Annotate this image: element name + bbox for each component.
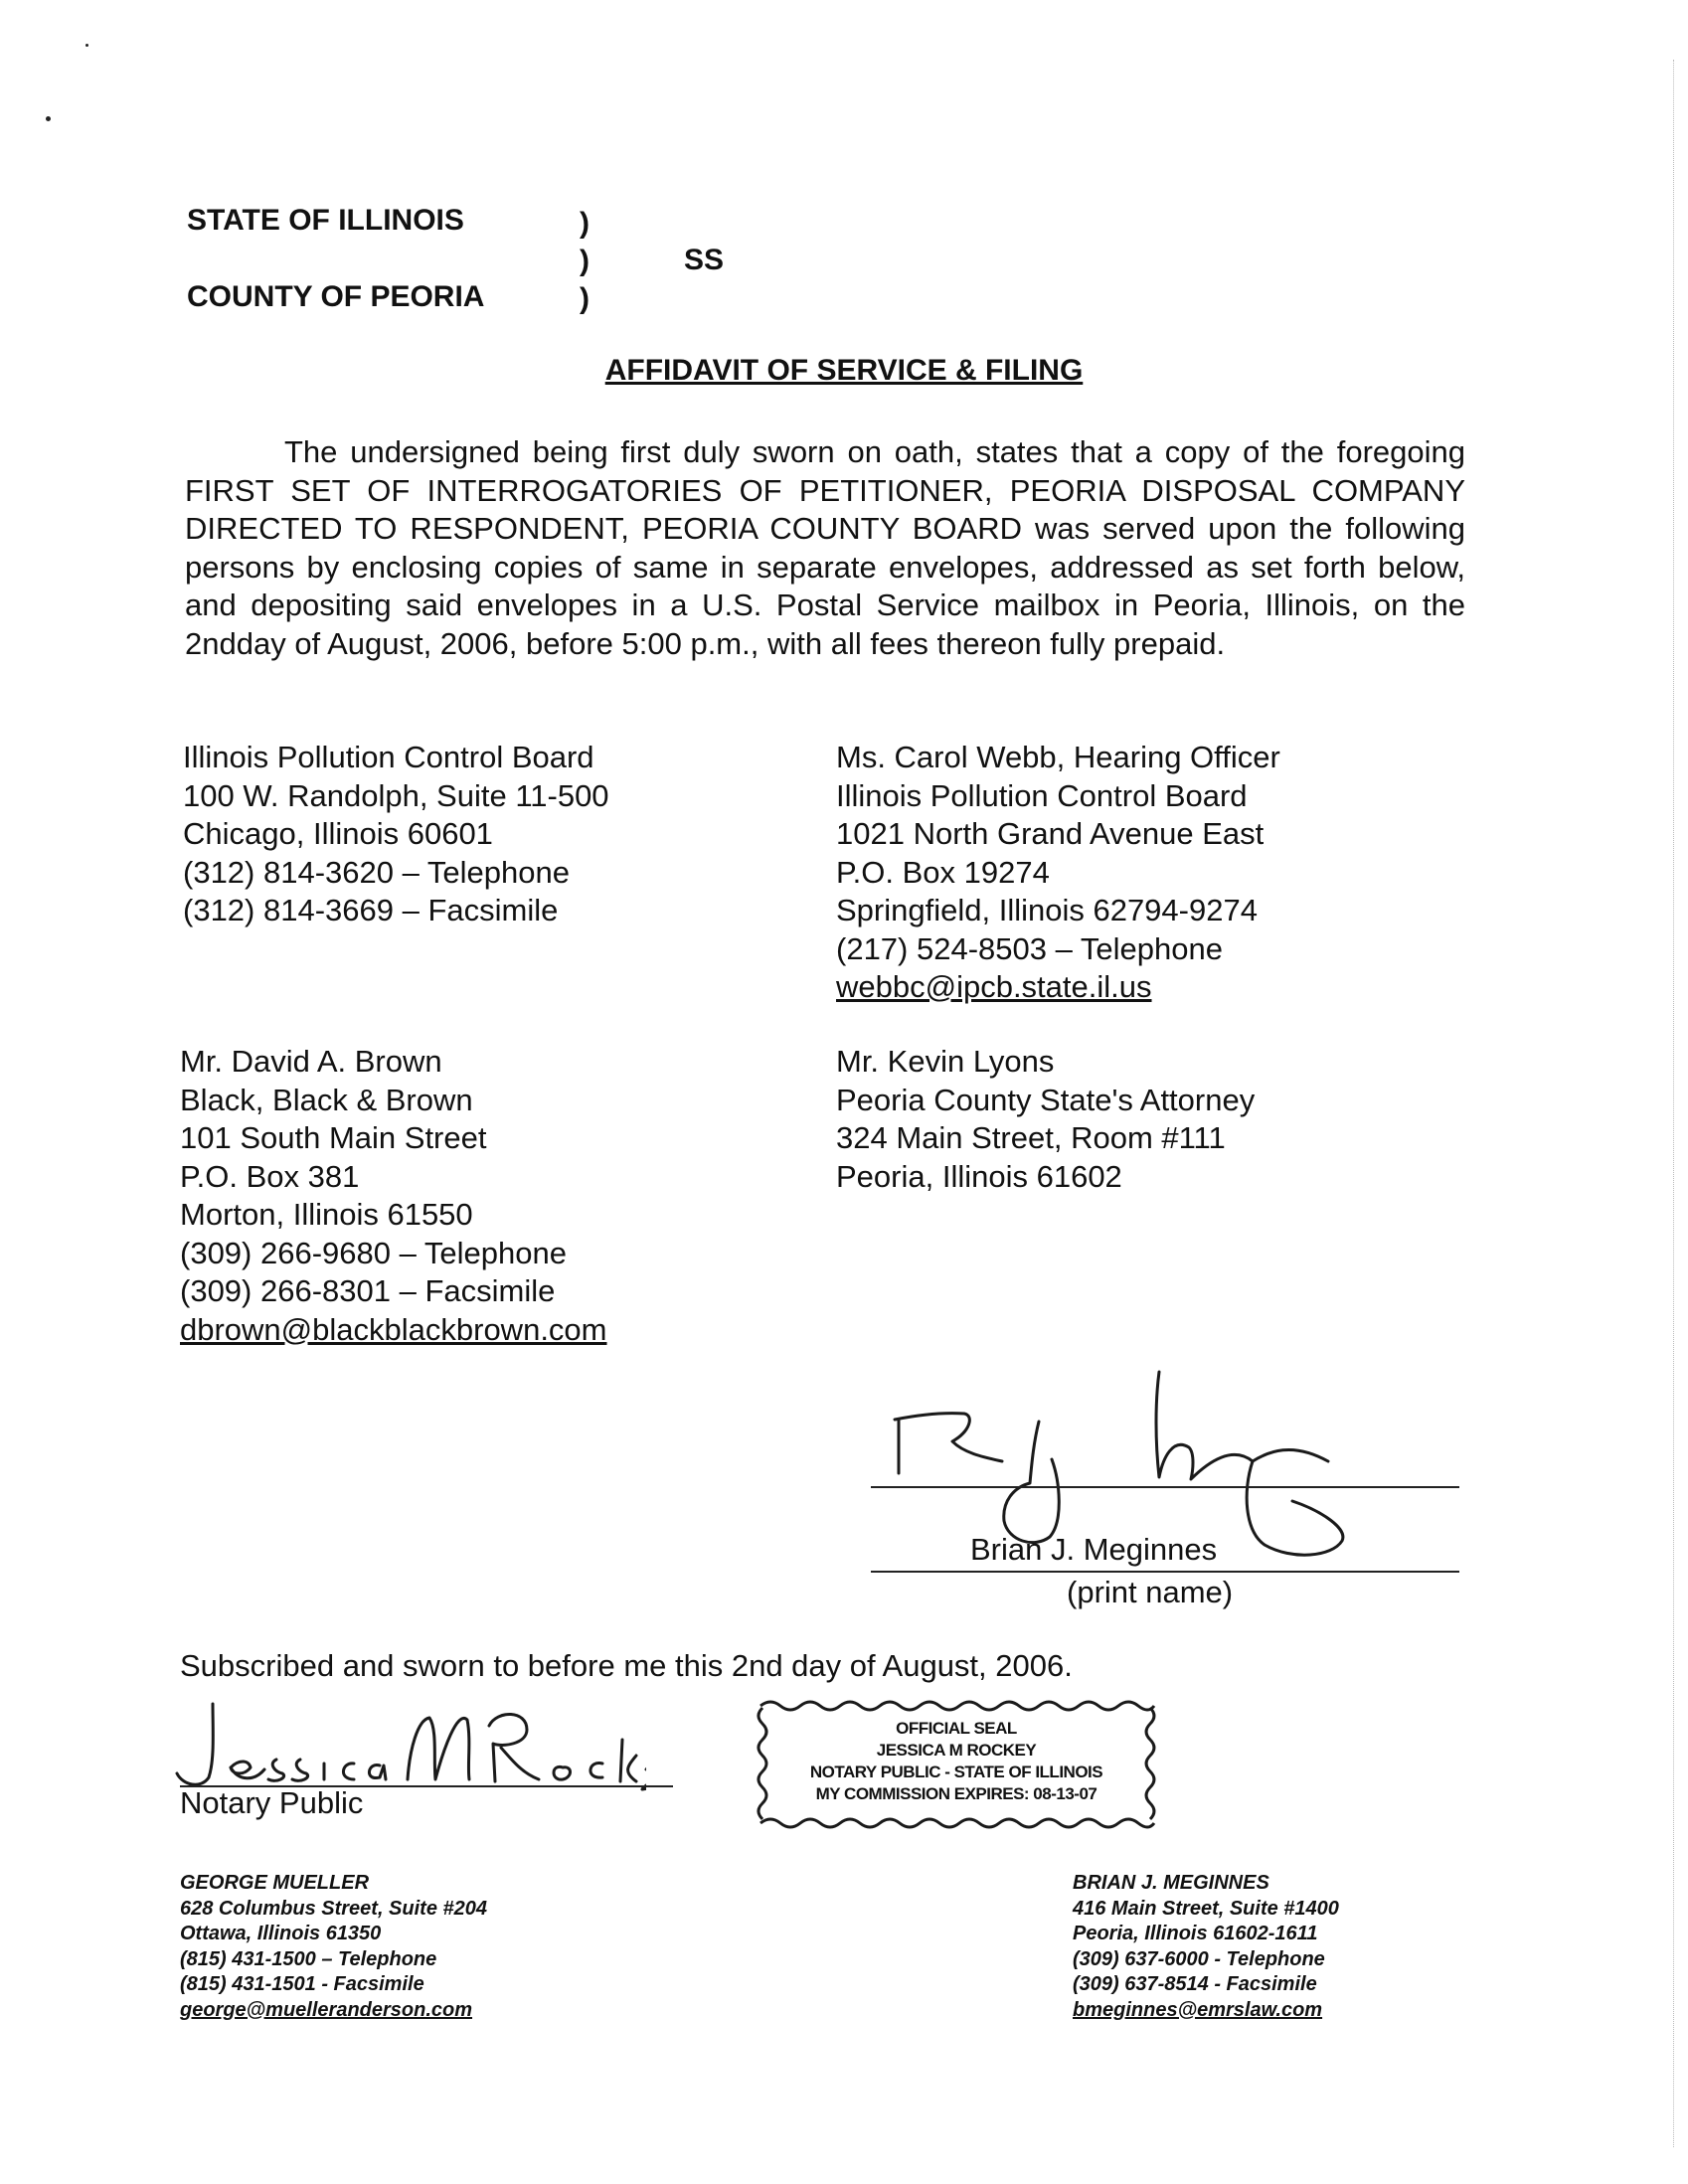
address-line: Peoria, Illinois 61602 <box>836 1158 1122 1194</box>
official-seal <box>753 1696 1160 1835</box>
caption-brackets <box>580 205 590 318</box>
address-line: Springfield, Illinois 62794-9274 <box>836 893 1258 927</box>
footer-line: BRIAN J. MEGINNES <box>1073 1872 1269 1894</box>
address-line: (312) 814-3620 – Telephone <box>183 854 570 890</box>
email-link[interactable]: webbc@ipcb.state.il.us <box>836 969 1152 1004</box>
recipient-david-brown <box>180 1043 607 1349</box>
address-line: 100 W. Randolph, Suite 11-500 <box>183 777 609 813</box>
footer-line: GEORGE MUELLER <box>180 1872 370 1894</box>
address-line: Peoria County State's Attorney <box>836 1082 1256 1117</box>
seal-line: OFFICIAL SEAL <box>896 1719 1017 1738</box>
footer-george-mueller <box>180 1871 487 2023</box>
address-line: Morton, Illinois 61550 <box>180 1197 473 1232</box>
footer-line: Peoria, Illinois 61602-1611 <box>1073 1923 1318 1944</box>
print-name-label: (print name) <box>1067 1575 1234 1609</box>
document-title: AFFIDAVIT OF SERVICE & FILING <box>604 354 1084 387</box>
footer-line: 416 Main Street, Suite #1400 <box>1073 1897 1339 1920</box>
seal-line: MY COMMISSION EXPIRES: 08-13-07 <box>815 1784 1097 1803</box>
address-line: Illinois Pollution Control Board <box>836 777 1248 813</box>
address-line: P.O. Box 19274 <box>836 854 1050 890</box>
address-line: Mr. Kevin Lyons <box>836 1044 1055 1079</box>
footer-line: (309) 637-8514 - Facsimile <box>1073 1973 1317 1995</box>
recipient-hearing-officer <box>836 739 1280 1007</box>
address-line: Chicago, Illinois 60601 <box>183 816 493 851</box>
address-line: Illinois Pollution Control Board <box>183 740 594 774</box>
recipient-ipcb <box>183 739 609 930</box>
email-link[interactable]: george@muelleranderson.com <box>180 1998 473 2021</box>
address-line: (217) 524-8503 – Telephone <box>836 930 1223 966</box>
address-line: Black, Black & Brown <box>180 1082 473 1117</box>
signature-line <box>871 1486 1459 1488</box>
footer-line: (815) 431-1500 – Telephone <box>180 1947 437 1970</box>
recipient-kevin-lyons <box>836 1043 1255 1196</box>
seal-line: NOTARY PUBLIC - STATE OF ILLINOIS <box>809 1763 1103 1781</box>
notary-signature <box>169 1690 646 1799</box>
seal-line: JESSICA M ROCKEY <box>876 1741 1037 1760</box>
affiant-printed-name: Brian J. Meginnes <box>970 1532 1218 1567</box>
address-line: 324 Main Street, Room #111 <box>836 1120 1226 1155</box>
address-line: (312) 814-3669 – Facsimile <box>183 893 559 927</box>
address-line: 101 South Main Street <box>180 1120 487 1155</box>
address-line: Ms. Carol Webb, Hearing Officer <box>836 740 1280 774</box>
address-line: Mr. David A. Brown <box>180 1044 442 1079</box>
affidavit-body <box>185 433 1465 663</box>
email-link[interactable]: bmeginnes@emrslaw.com <box>1073 1998 1323 2021</box>
seal-text <box>753 1718 1160 1805</box>
print-name-line <box>871 1571 1459 1573</box>
address-line: (309) 266-8301 – Facsimile <box>180 1273 556 1308</box>
footer-line: Ottawa, Illinois 61350 <box>180 1923 382 1944</box>
caption-paren: ) <box>580 245 590 277</box>
notary-label: Notary Public <box>180 1785 364 1820</box>
affidavit-paragraph: The undersigned being first duly sworn on oath, states that a copy of the foregoing FIRST SET OF INTERROGATORIES OF PETITIONER, PEORIA DISPOSAL COMPANY DIRECTED TO RESPONDENT, PEORIA COUNTY BOARD was served upon the following persons by enclosing copies of same in separate envelopes, addressed as set forth below, and depositing said envelopes in a U.S. Postal Service mailbox in Peoria, Illinois, on the 2ndday of August, 2006, before 5:00 p.m., with all fees thereon fully prepaid. <box>185 434 1465 661</box>
footer-line: (309) 637-6000 - Telephone <box>1073 1947 1325 1970</box>
footer-brian-meginnes <box>1073 1871 1339 2023</box>
address-line: P.O. Box 381 <box>180 1158 360 1194</box>
address-line: 1021 North Grand Avenue East <box>836 816 1265 851</box>
footer-line: (815) 431-1501 - Facsimile <box>180 1973 424 1995</box>
caption-paren: ) <box>580 282 590 315</box>
caption-ss: SS <box>684 244 725 276</box>
caption-paren: ) <box>580 207 590 240</box>
footer-line: 628 Columbus Street, Suite #204 <box>180 1897 488 1920</box>
caption-county: COUNTY OF PEORIA <box>187 280 485 313</box>
sworn-statement: Subscribed and sworn to before me this 2nd day of August, 2006. <box>180 1648 1073 1683</box>
email-link[interactable]: dbrown@blackblackbrown.com <box>180 1311 607 1347</box>
scan-speck <box>46 116 51 121</box>
scan-speck <box>85 44 88 47</box>
caption-state: STATE OF ILLINOIS <box>187 204 464 237</box>
address-line: (309) 266-9680 – Telephone <box>180 1235 567 1270</box>
